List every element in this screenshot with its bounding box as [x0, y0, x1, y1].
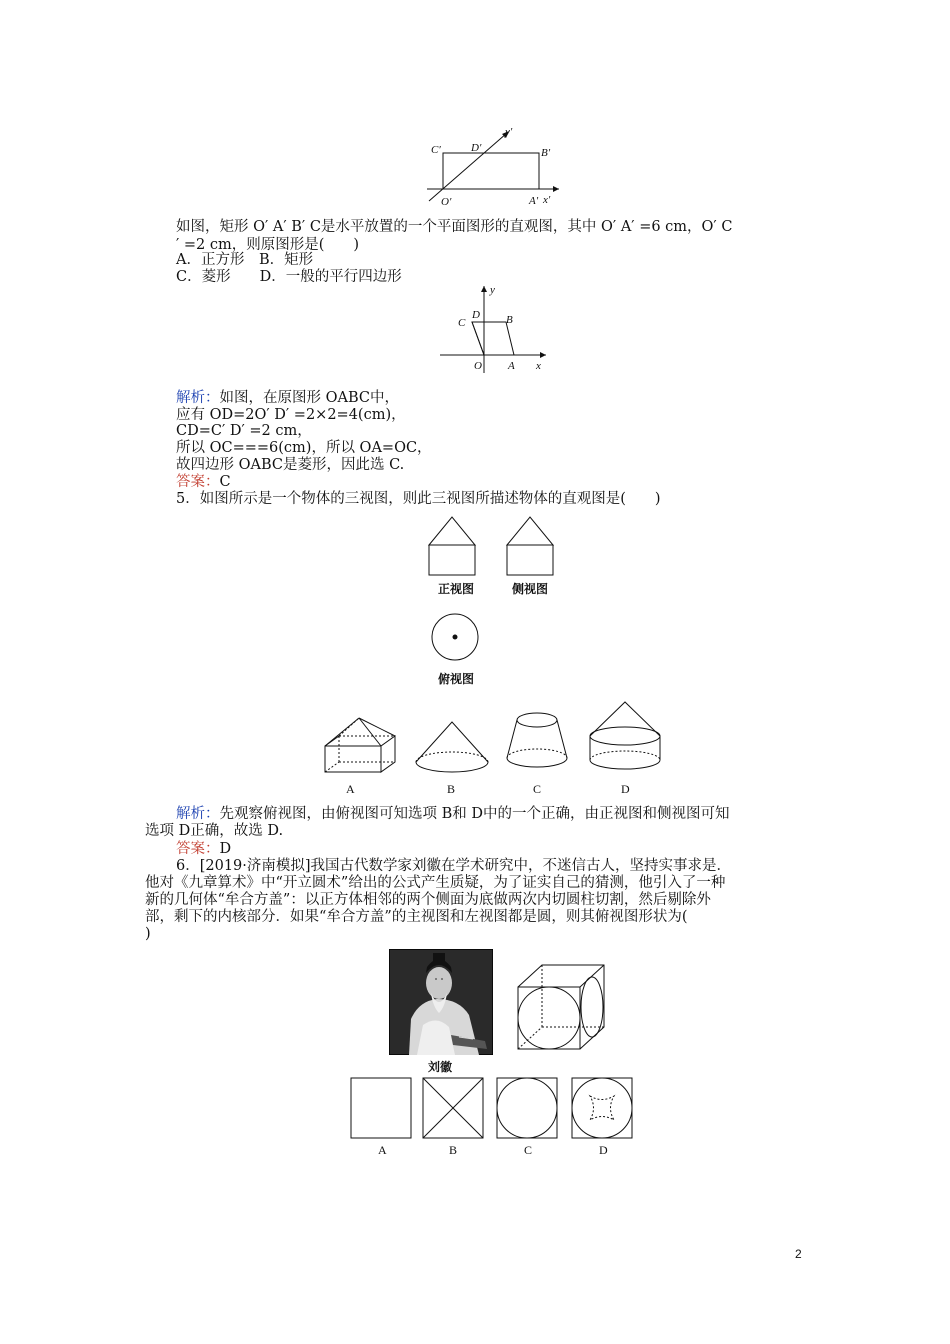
option-c-frustum: [503, 708, 571, 774]
q6-option-a-square: [350, 1077, 414, 1141]
label-d: D: [472, 309, 480, 321]
solution-text: 如图，在原图形 OABC中，: [219, 390, 399, 406]
q6-line3: 新的几何体“牟合方盖”：以正方体相邻的两个侧面为底做两次内切圆柱切割，然后剔除外: [145, 892, 711, 908]
q6-option-c-square-circle: [496, 1077, 560, 1141]
q6-line5: ): [145, 926, 151, 942]
q5-option-d-label: D: [621, 782, 630, 796]
liu-hui-portrait: [389, 949, 493, 1055]
option-d-cone-cylinder: [585, 698, 665, 774]
label-b-prime: B′: [541, 147, 551, 159]
label-b: B: [506, 314, 513, 326]
top-view-figure: [429, 613, 483, 667]
front-view-figure: [426, 513, 478, 577]
q6-option-c-label: C: [524, 1143, 533, 1157]
q6-option-a-label: A: [378, 1143, 387, 1157]
label-x-prime: x′: [543, 194, 551, 206]
q4-stem-line2: ′ =2 cm，则原图形是( ): [176, 237, 360, 253]
q4-solution-line4: 所以 OC===6(cm)，所以 OA=OC，: [176, 440, 432, 456]
side-view-caption: 侧视图: [512, 582, 549, 596]
label-a: A: [508, 360, 515, 372]
label-y: y: [490, 284, 495, 296]
q4-solution-line3: CD=C′ D′ =2 cm，: [176, 423, 312, 439]
front-view-caption: 正视图: [438, 582, 475, 596]
label-c: C: [458, 317, 466, 329]
q5-stem: 5．如图所示是一个物体的三视图，则此三视图所描述物体的直观图是( ): [176, 491, 661, 507]
label-c-prime: C′: [431, 144, 441, 156]
q6-line2: 他对《九章算术》中“开立圆术”给出的公式产生质疑，为了证实自己的猜测，他引入了一种: [145, 875, 726, 891]
q5-option-b-label: B: [447, 782, 456, 796]
solution-label: 解析：: [176, 390, 220, 406]
q4-solution-line5: 故四边形 OABC是菱形，因此选 C.: [176, 457, 405, 473]
solution-label: 解析：: [176, 806, 220, 822]
q5-solution-line1: [176, 805, 730, 823]
q4-solution-line1: [176, 389, 399, 407]
q6-option-b-square-diagonals: [422, 1077, 486, 1141]
answer-value: C: [219, 474, 231, 490]
side-view-figure: [504, 513, 556, 577]
portrait-caption: 刘徽: [428, 1060, 453, 1074]
option-b-cone: [412, 718, 492, 778]
label-a-prime: A′: [529, 195, 539, 207]
answer-label: 答案：: [176, 474, 220, 490]
q4-solution-line2: 应有 OD=2O′ D′ =2×2=4(cm)，: [176, 407, 406, 423]
q4-stem-line1: 如图，矩形 O′ A′ B′ C是水平放置的一个平面图形的直观图，其中 O′ A′ =6 cm，O′ C: [176, 219, 733, 235]
solution-text: 先观察俯视图，由俯视图可知选项 B和 D中的一个正确，由正视图和侧视图可知: [219, 806, 730, 822]
option-a-prism-pyramid: [322, 714, 398, 776]
top-view-caption: 俯视图: [438, 672, 475, 686]
figure-original-rhombus: [438, 283, 550, 373]
q6-line4: 部，剩下的内核部分．如果“牟合方盖”的主视图和左视图都是圆，则其俯视图形状为(: [145, 909, 688, 925]
q5-solution-line2: 选项 D正确，故选 D.: [145, 823, 284, 839]
q6-option-d-square-circle-curved: [571, 1077, 635, 1141]
label-x: x: [536, 360, 541, 372]
label-o: O: [474, 360, 482, 372]
q6-option-d-label: D: [599, 1143, 608, 1157]
label-d-prime: D′: [471, 142, 482, 154]
page-number: 2: [795, 1247, 802, 1261]
q5-option-c-label: C: [533, 782, 542, 796]
cube-inscribed-cylinders: [514, 961, 610, 1055]
figure-oblique-rectangle: [425, 125, 565, 210]
q4-answer-line: [176, 473, 231, 491]
q4-options-line1: A．正方形 B．矩形: [176, 252, 314, 268]
q6-option-b-label: B: [449, 1143, 458, 1157]
label-o-prime: O′: [441, 196, 452, 208]
q5-answer-line: [176, 840, 231, 858]
answer-value: D: [219, 841, 232, 857]
answer-label: 答案：: [176, 841, 220, 857]
q5-option-a-label: A: [346, 782, 355, 796]
q6-line1: 6．[2019·济南模拟]我国古代数学家刘徽在学术研究中，不迷信古人，坚持实事求是．: [176, 858, 732, 874]
q4-options-line2: C．菱形 D．一般的平行四边形: [176, 269, 402, 285]
label-y-prime: y′: [505, 126, 513, 138]
